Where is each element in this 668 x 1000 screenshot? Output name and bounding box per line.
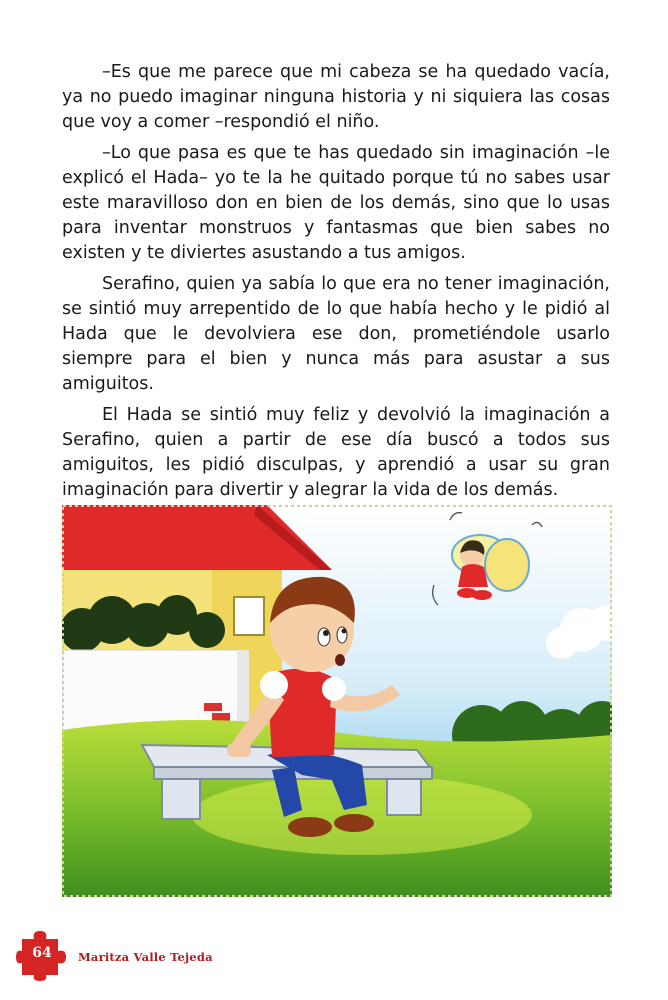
- story-text: [62, 60, 610, 509]
- house-window: [234, 597, 264, 635]
- story-paragraph: Serafino, quien ya sabía lo que era no tener imaginación, se sintió muy arrepentido de lo que había hecho y le pidió al Hada que le devolviera ese don, prometiéndole usarlo siempre para el bien y nunca más para asustar a sus amiguitos.: [62, 274, 610, 394]
- author-name: Maritza Valle Tejeda: [78, 950, 213, 964]
- story-paragraph: –Es que me parece que mi cabeza se ha quedado vacía, ya no puedo imaginar ninguna historia y ni siquiera las cosas que voy a comer –respondió el niño.: [62, 62, 610, 132]
- story-illustration: [62, 505, 612, 897]
- page-number: 64: [32, 945, 52, 961]
- story-paragraph: –Lo que pasa es que te has quedado sin imaginación –le explicó el Hada– yo te la he quitado porque tú no sabes usar este maravilloso don en bien de los demás, sino que lo usas para inventar monstruos y fantasmas que bien sabes no existen y te diviertes asustando a tus amigos.: [62, 143, 610, 263]
- story-paragraph: El Hada se sintió muy feliz y devolvió la imaginación a Serafino, quien a partir de ese día buscó a todos sus amiguitos, les pidió disculpas, y aprendió a usar su gran imaginación para divertir y alegrar la vida de los demás.: [62, 405, 610, 500]
